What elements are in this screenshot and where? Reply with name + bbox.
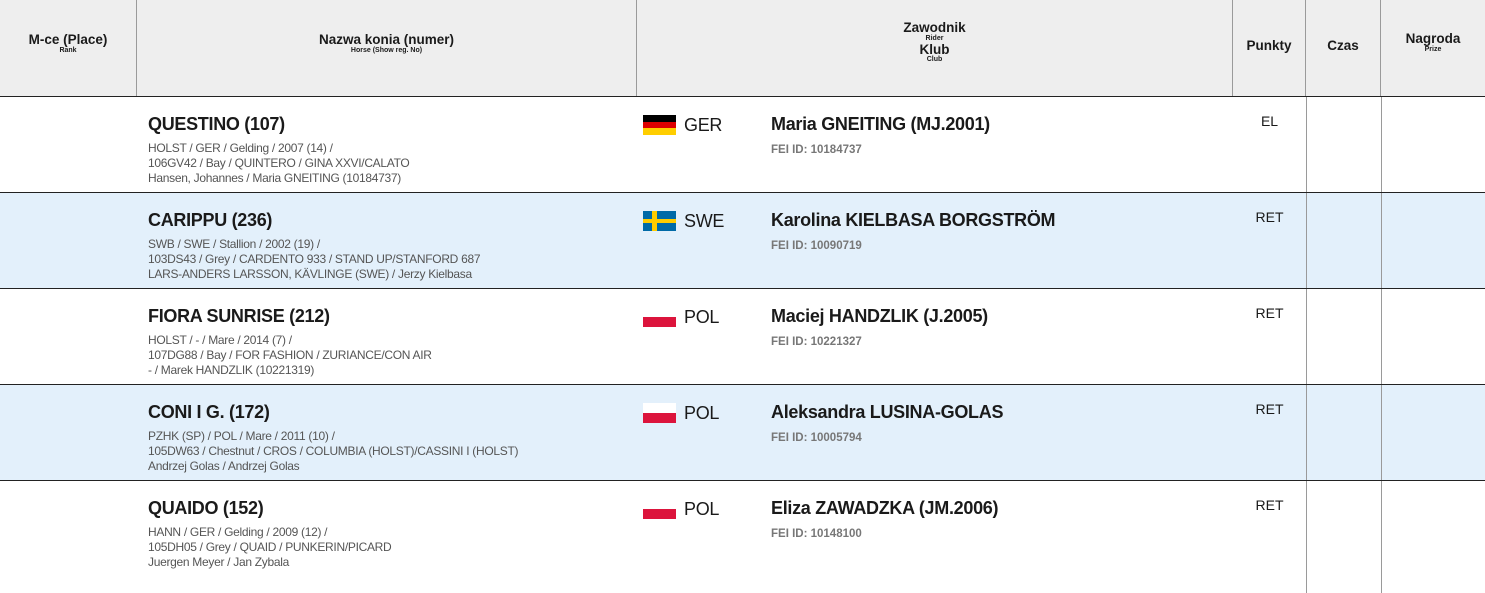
horse-details-line: 106GV42 / Bay / QUINTERO / GINA XXVI/CALATO [148,156,410,170]
fei-id: FEI ID: 10221327 [771,336,862,348]
horse-details-line: SWB / SWE / Stallion / 2002 (19) / [148,237,320,251]
header-prize-sub: Prize [1424,46,1442,53]
header-club-label: Klub [919,42,950,57]
horse-name: FIORA SUNRISE (212) [148,306,330,326]
rider-name: Maciej HANDZLIK (J.2005) [771,306,988,326]
horse-name: QUESTINO (107) [148,114,285,134]
table-row [0,385,1485,481]
header-rider-label: Zawodnik [903,20,966,35]
table-header [0,0,1485,97]
germany-flag-icon [643,115,676,135]
points-value: RET [1255,401,1284,417]
header-horse [137,0,637,96]
column-divider [1306,289,1307,384]
nation-code: POL [684,403,720,423]
rider-name: Eliza ZAWADZKA (JM.2006) [771,498,999,518]
rider-name: Aleksandra LUSINA-GOLAS [771,402,1004,422]
header-time [1306,0,1381,96]
nation-code: GER [684,115,723,135]
horse-details-line: Andrzej Golas / Andrzej Golas [148,459,300,473]
horse-details-line: HOLST / GER / Gelding / 2007 (14) / [148,141,333,155]
points-value: EL [1260,113,1279,129]
column-divider [1306,97,1307,192]
horse-details-line: 103DS43 / Grey / CARDENTO 933 / STAND UP/STANFORD 687 [148,252,481,266]
points-value: RET [1255,497,1284,513]
header-rank-label: M-ce (Place) [28,32,108,47]
points-value: RET [1255,209,1284,225]
header-horse-label: Nazwa konia (numer) [318,32,455,47]
header-prize-label: Nagroda [1405,31,1461,46]
table-row [0,193,1485,289]
column-divider [1306,193,1307,288]
header-club-sub: Club [926,56,943,63]
fei-id: FEI ID: 10090719 [771,240,862,252]
sweden-flag-icon [643,211,676,231]
points-value: RET [1255,305,1284,321]
fei-id: FEI ID: 10148100 [771,528,862,540]
horse-details-line: HOLST / - / Mare / 2014 (7) / [148,333,292,347]
column-divider [1381,289,1382,384]
header-rider-sub: Rider [925,35,944,42]
horse-details-line: - / Marek HANDZLIK (10221319) [148,363,315,377]
horse-details-line: Juergen Meyer / Jan Zybala [148,555,289,569]
header-time-label: Czas [1327,38,1359,53]
horse-details-line: HANN / GER / Gelding / 2009 (12) / [148,525,328,539]
header-points-label: Punkty [1246,38,1292,53]
horse-details [148,333,432,378]
poland-flag-icon [643,403,676,423]
horse-details-line: 107DG88 / Bay / FOR FASHION / ZURIANCE/CON AIR [148,348,432,362]
column-divider [1381,193,1382,288]
table-row [0,481,1485,593]
header-rider [637,0,1233,96]
column-divider [1306,481,1307,593]
rider-name: Karolina KIELBASA BORGSTRÖM [771,210,1056,230]
fei-id: FEI ID: 10184737 [771,144,862,156]
poland-flag-icon [643,499,676,519]
column-divider [1381,385,1382,480]
table-row [0,97,1485,193]
horse-name: QUAIDO (152) [148,498,264,518]
horse-name: CONI I G. (172) [148,402,270,422]
header-rank-sub: Rank [59,47,77,54]
header-rank [0,0,137,96]
fei-id: FEI ID: 10005794 [771,432,862,444]
horse-details-line: LARS-ANDERS LARSSON, KÄVLINGE (SWE) / Jerzy Kielbasa [148,267,472,281]
horse-details-line: 105DH05 / Grey / QUAID / PUNKERIN/PICARD [148,540,392,554]
horse-details [148,141,409,186]
horse-details [148,429,518,474]
column-divider [1381,97,1382,192]
horse-details-line: Hansen, Johannes / Maria GNEITING (10184737) [148,171,401,185]
horse-details [148,525,391,570]
header-horse-sub: Horse (Show reg. No) [350,47,423,54]
rider-name: Maria GNEITING (MJ.2001) [771,114,990,134]
nation-code: POL [684,307,720,327]
nation-code: POL [684,499,720,519]
table-row [0,289,1485,385]
horse-details-line: 105DW63 / Chestnut / CROS / COLUMBIA (HOLST)/CASSINI I (HOLST) [148,444,519,458]
nation-code: SWE [684,211,725,231]
horse-name: CARIPPU (236) [148,210,273,230]
column-divider [1306,385,1307,480]
horse-details [148,237,480,282]
column-divider [1381,481,1382,593]
horse-details-line: PZHK (SP) / POL / Mare / 2011 (10) / [148,429,335,443]
header-points [1233,0,1306,96]
poland-flag-icon [643,307,676,327]
header-prize [1381,0,1485,96]
